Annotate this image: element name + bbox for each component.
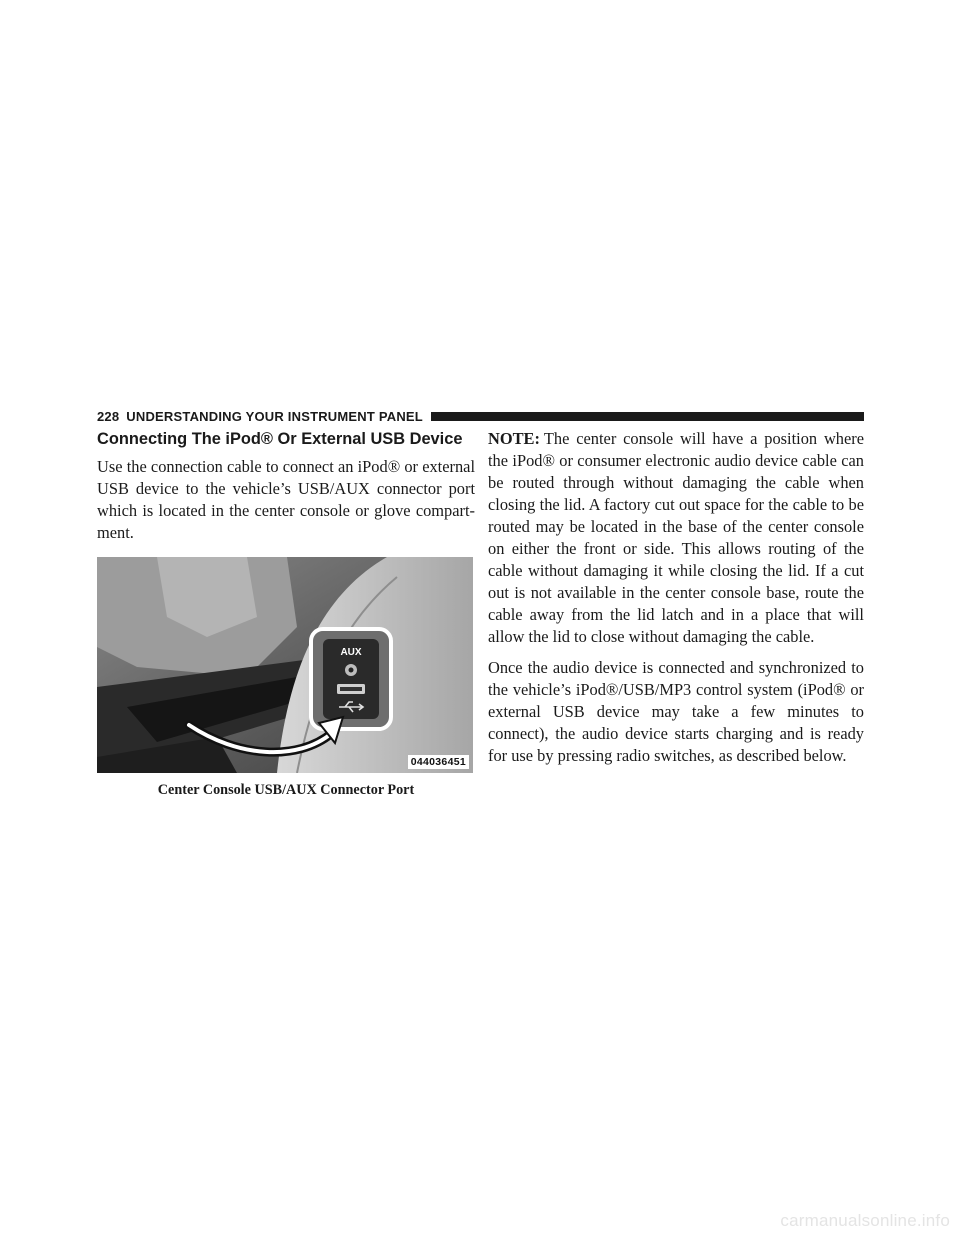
right-column bbox=[488, 428, 864, 767]
connection-paragraph: Once the audio device is connected and synchronized to the vehicle’s iPod®/USB/MP3 control system (iPod® or external USB device may take a few minutes to connect), the audio device starts charging and is ready for use by pressing radio switches, as described below. bbox=[488, 658, 864, 765]
section-heading: Connecting The iPod® Or External USB Device bbox=[97, 430, 463, 448]
section-title: UNDERSTANDING YOUR INSTRUMENT PANEL bbox=[126, 408, 423, 424]
watermark-text: carmanualsonline.info bbox=[780, 1211, 950, 1230]
console-illustration bbox=[97, 557, 473, 773]
running-header bbox=[97, 408, 864, 424]
note-paragraph bbox=[488, 428, 864, 648]
aux-label: AUX bbox=[340, 647, 362, 658]
left-column bbox=[97, 428, 475, 799]
note-text: The center console will have a position where the iPod® or consumer electronic audio device cable can be routed through without damaging the cable when closing the lid. A factory cut out space for the cable to be routed may be located in the base of the center console on either the front or side. This allows routing of the cable without damaging it while closing the lid. If a cut out is not available in the center console base, route the cable away from the lid latch and in a place that will allow the lid to close without damaging the cable. bbox=[488, 429, 864, 646]
page-number: 228 bbox=[97, 408, 120, 424]
header-rule bbox=[431, 412, 864, 421]
console-photo bbox=[97, 557, 473, 773]
figure-code: 044036451 bbox=[408, 755, 469, 769]
note-label: NOTE: bbox=[488, 429, 540, 448]
intro-paragraph: Use the connection cable to connect an iPod® or external USB device to the vehicle’s USB/AUX connector port which is located in the center console or glove compart-ment. bbox=[97, 457, 475, 542]
figure-caption: Center Console USB/AUX Connector Port bbox=[157, 782, 415, 798]
